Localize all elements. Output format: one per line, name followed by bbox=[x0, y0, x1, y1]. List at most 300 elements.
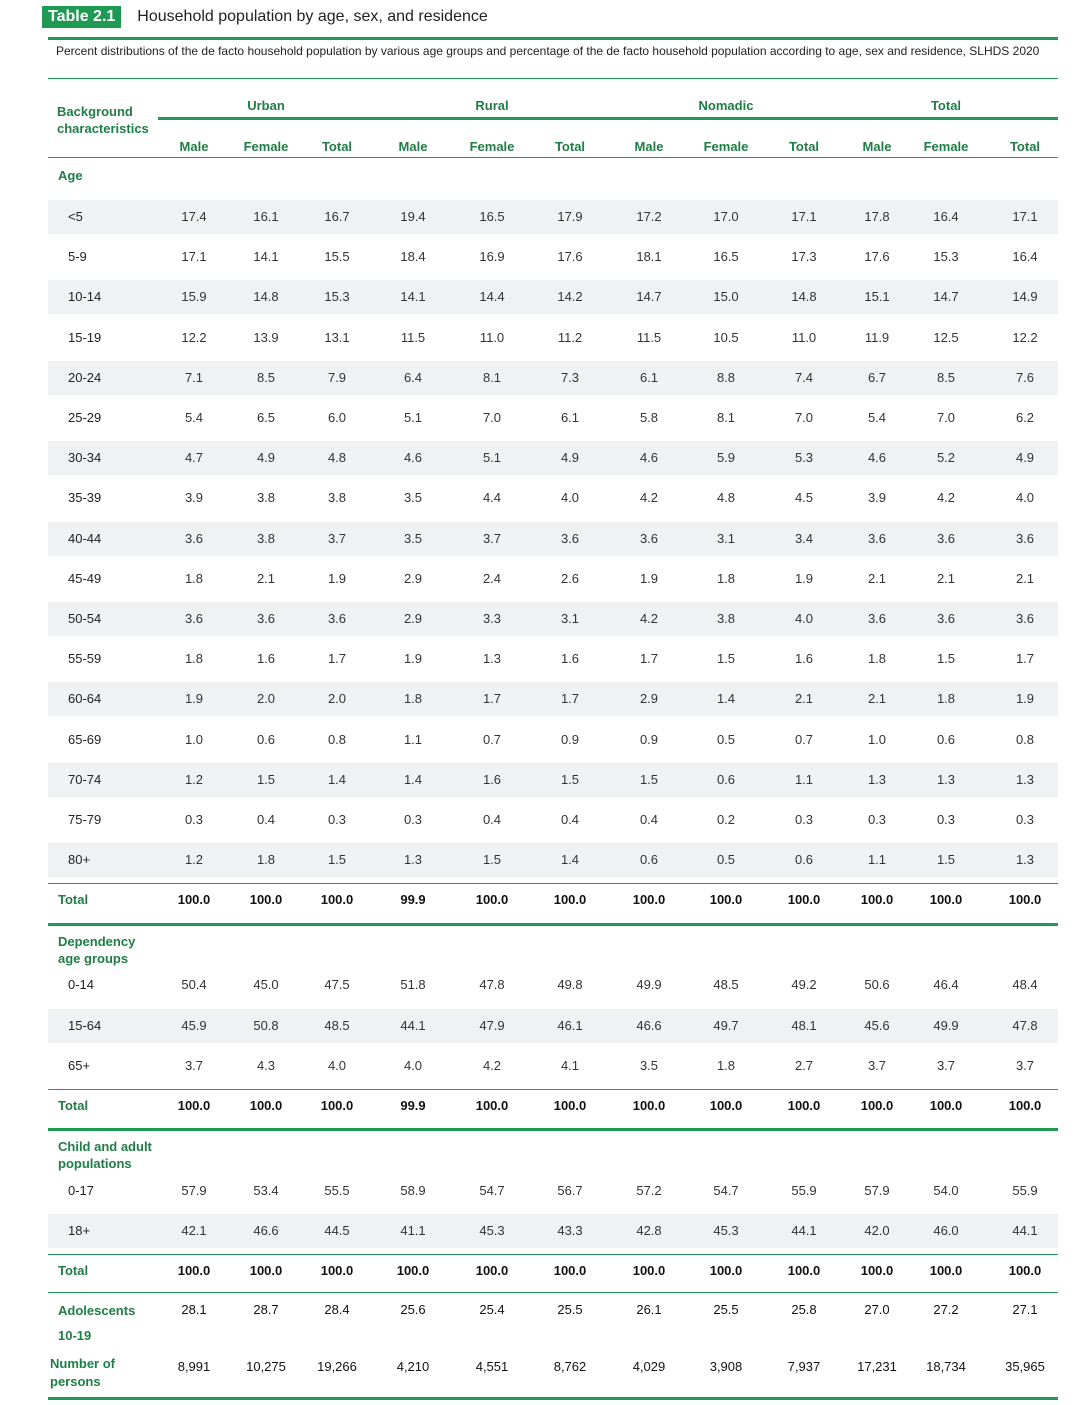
row-label: 0-17 bbox=[68, 1183, 95, 1198]
table-cell: 1.4 bbox=[560, 852, 580, 868]
table-cell: 100.0 bbox=[929, 1098, 963, 1113]
table-cell: 2.9 bbox=[639, 691, 659, 707]
table-cell: 3.8 bbox=[327, 490, 347, 506]
table-cell: 4.0 bbox=[794, 611, 814, 626]
table-cell: 3.6 bbox=[184, 611, 204, 626]
row-label: Total bbox=[58, 1263, 89, 1278]
table-cell: 100.0 bbox=[860, 1263, 894, 1278]
table-cell: 4.0 bbox=[327, 1058, 347, 1073]
dependency-section-title bbox=[58, 933, 135, 967]
column-header-total: Total bbox=[1009, 139, 1041, 154]
row-label: 60-64 bbox=[68, 691, 102, 707]
caption-rule bbox=[48, 78, 1058, 79]
table-cell: 25.4 bbox=[479, 1302, 505, 1317]
row-label-line-2: 10-19 bbox=[58, 1328, 92, 1343]
table-cell: 56.7 bbox=[557, 1183, 583, 1198]
table-cell: 58.9 bbox=[400, 1183, 426, 1198]
table-row bbox=[48, 240, 1058, 274]
table-cell: 7.4 bbox=[794, 369, 814, 385]
table-cell: 17.6 bbox=[557, 249, 583, 265]
table-cell: 49.9 bbox=[933, 1017, 959, 1033]
table-cell: 0.3 bbox=[403, 812, 423, 827]
table-row bbox=[48, 280, 1058, 314]
table-cell: 100.0 bbox=[709, 892, 743, 907]
table-cell: 17.1 bbox=[1012, 209, 1038, 224]
table-cell: 4.3 bbox=[256, 1058, 276, 1073]
table-cell: 14.1 bbox=[253, 249, 279, 265]
table-cell: 100.0 bbox=[929, 892, 963, 907]
table-cell: 0.9 bbox=[639, 731, 659, 747]
table-cell: 3.6 bbox=[327, 611, 347, 626]
table-cell: 0.3 bbox=[1015, 812, 1035, 827]
table-cell: 1.3 bbox=[403, 852, 423, 868]
table-cell: 5.4 bbox=[867, 410, 887, 425]
dependency-total-row bbox=[48, 1089, 1058, 1123]
table-row bbox=[48, 200, 1058, 234]
table-row bbox=[48, 602, 1058, 636]
table-cell: 0.8 bbox=[1015, 731, 1035, 747]
table-cell: 4.6 bbox=[403, 450, 423, 466]
table-cell: 1.4 bbox=[403, 771, 423, 787]
table-cell: 14.8 bbox=[791, 289, 817, 305]
table-cell: 6.4 bbox=[403, 369, 423, 385]
table-cell: 1.1 bbox=[794, 771, 814, 787]
row-label: 20-24 bbox=[68, 369, 102, 385]
table-cell: 8.1 bbox=[716, 410, 736, 425]
total-bottom-rule bbox=[48, 1292, 1058, 1293]
table-cell: 28.7 bbox=[253, 1302, 279, 1317]
group-header-rural: Rural bbox=[475, 98, 509, 113]
table-cell: 57.2 bbox=[636, 1183, 662, 1198]
table-cell: 4.2 bbox=[482, 1058, 502, 1073]
table-cell: 4.0 bbox=[403, 1058, 423, 1073]
table-cell: 100.0 bbox=[1008, 1263, 1042, 1278]
table-cell: 100.0 bbox=[177, 1098, 211, 1113]
table-cell: 1.9 bbox=[327, 570, 347, 586]
table-cell: 1.7 bbox=[1015, 651, 1035, 667]
table-row bbox=[48, 401, 1058, 435]
table-cell: 2.4 bbox=[482, 570, 502, 586]
table-row bbox=[48, 968, 1058, 1002]
table-cell: 100.0 bbox=[249, 892, 283, 907]
table-cell: 17.2 bbox=[636, 209, 662, 224]
table-cell: 14.1 bbox=[400, 289, 426, 305]
table-cell: 1.5 bbox=[639, 771, 659, 787]
adolescents-row bbox=[48, 1298, 1058, 1348]
table-cell: 6.1 bbox=[639, 369, 659, 385]
header-bottom-rule bbox=[48, 157, 1058, 158]
table-cell: 11.5 bbox=[636, 329, 662, 345]
table-cell: 17.1 bbox=[791, 209, 817, 224]
table-cell: 57.9 bbox=[181, 1183, 207, 1198]
table-cell: 13.1 bbox=[324, 329, 350, 345]
table-cell: 18,734 bbox=[926, 1359, 966, 1374]
table-cell: 53.4 bbox=[253, 1183, 279, 1198]
table-cell: 44.1 bbox=[400, 1017, 426, 1033]
table-cell: 0.6 bbox=[716, 771, 736, 787]
row-label: 40-44 bbox=[68, 530, 102, 546]
table-title-row bbox=[42, 6, 488, 28]
table-cell: 1.9 bbox=[403, 651, 423, 667]
table-cell: 6.1 bbox=[560, 410, 580, 425]
row-label: 15-64 bbox=[68, 1017, 102, 1033]
background-label-line-2: characteristics bbox=[57, 121, 149, 136]
table-cell: 3.8 bbox=[256, 530, 276, 546]
table-cell: 100.0 bbox=[553, 1263, 587, 1278]
table-row bbox=[48, 441, 1058, 475]
table-cell: 3.6 bbox=[639, 530, 659, 546]
table-cell: 15.9 bbox=[181, 289, 207, 305]
table-cell: 8,762 bbox=[553, 1359, 587, 1374]
table-cell: 50.4 bbox=[181, 977, 207, 992]
table-cell: 1.9 bbox=[639, 570, 659, 586]
table-cell: 100.0 bbox=[475, 1263, 509, 1278]
column-header-female: Female bbox=[243, 139, 289, 154]
table-cell: 2.1 bbox=[936, 570, 956, 586]
table-cell: 4.9 bbox=[256, 450, 276, 466]
table-cell: 100.0 bbox=[320, 1098, 354, 1113]
table-cell: 16.1 bbox=[253, 209, 279, 224]
table-row bbox=[48, 1009, 1058, 1043]
table-row bbox=[48, 763, 1058, 797]
table-cell: 1.5 bbox=[936, 651, 956, 667]
table-cell: 5.8 bbox=[639, 410, 659, 425]
row-label: 15-19 bbox=[68, 329, 102, 345]
column-header-total: Total bbox=[788, 139, 820, 154]
table-cell: 2.1 bbox=[256, 570, 276, 586]
table-cell: 100.0 bbox=[787, 892, 821, 907]
row-label: 75-79 bbox=[68, 812, 102, 827]
table-cell: 49.2 bbox=[791, 977, 817, 992]
table-cell: 3.5 bbox=[403, 490, 423, 506]
row-label: 50-54 bbox=[68, 611, 102, 626]
table-cell: 50.6 bbox=[864, 977, 890, 992]
group-header-total: Total bbox=[930, 98, 962, 113]
table-cell: 3.8 bbox=[716, 611, 736, 626]
table-cell: 47.8 bbox=[1012, 1017, 1038, 1033]
table-cell: 16.4 bbox=[933, 209, 959, 224]
table-cell: 0.3 bbox=[327, 812, 347, 827]
table-cell: 5.2 bbox=[936, 450, 956, 466]
table-cell: 3.6 bbox=[560, 530, 580, 546]
table-title: Household population by age, sex, and residence bbox=[137, 8, 488, 25]
table-cell: 45.6 bbox=[864, 1017, 890, 1033]
table-cell: 47.9 bbox=[479, 1017, 505, 1033]
table-cell: 99.9 bbox=[400, 1098, 426, 1113]
table-cell: 11.5 bbox=[400, 329, 426, 345]
table-cell: 0.4 bbox=[482, 812, 502, 827]
table-row bbox=[48, 321, 1058, 355]
table-cell: 3,908 bbox=[709, 1359, 743, 1374]
table-cell: 1.5 bbox=[482, 852, 502, 868]
table-cell: 100.0 bbox=[632, 1263, 666, 1278]
table-cell: 18.1 bbox=[636, 249, 662, 265]
table-cell: 3.6 bbox=[936, 611, 956, 626]
row-label: 18+ bbox=[68, 1223, 91, 1238]
table-cell: 0.3 bbox=[794, 812, 814, 827]
table-row bbox=[48, 682, 1058, 716]
table-cell: 42.1 bbox=[181, 1223, 207, 1238]
table-cell: 7,937 bbox=[787, 1359, 821, 1374]
table-cell: 1.3 bbox=[867, 771, 887, 787]
column-header-female: Female bbox=[923, 139, 969, 154]
table-cell: 4,551 bbox=[475, 1359, 509, 1374]
table-cell: 14.8 bbox=[253, 289, 279, 305]
table-cell: 41.1 bbox=[400, 1223, 426, 1238]
table-cell: 14.2 bbox=[557, 289, 583, 305]
table-cell: 18.4 bbox=[400, 249, 426, 265]
table-cell: 47.8 bbox=[479, 977, 505, 992]
table-cell: 0.6 bbox=[256, 731, 276, 747]
table-cell: 1.5 bbox=[716, 651, 736, 667]
table-cell: 44.5 bbox=[324, 1223, 350, 1238]
table-cell: 46.6 bbox=[636, 1017, 662, 1033]
table-cell: 47.5 bbox=[324, 977, 350, 992]
table-cell: 17.6 bbox=[864, 249, 890, 265]
table-cell: 4.0 bbox=[1015, 490, 1035, 506]
table-cell: 25.5 bbox=[713, 1302, 739, 1317]
table-cell: 17.8 bbox=[864, 209, 890, 224]
table-cell: 44.1 bbox=[1012, 1223, 1038, 1238]
table-cell: 55.5 bbox=[324, 1183, 350, 1198]
column-header-female: Female bbox=[469, 139, 515, 154]
table-cell: 1.8 bbox=[403, 691, 423, 707]
table-cell: 46.1 bbox=[557, 1017, 583, 1033]
child-adult-title-line-2: populations bbox=[58, 1156, 132, 1171]
table-cell: 44.1 bbox=[791, 1223, 817, 1238]
table-cell: 35,965 bbox=[1005, 1359, 1045, 1374]
table-cell: 1.7 bbox=[327, 651, 347, 667]
table-cell: 4.8 bbox=[716, 490, 736, 506]
table-cell: 12.5 bbox=[933, 329, 959, 345]
table-cell: 55.9 bbox=[791, 1183, 817, 1198]
row-label-line-2: persons bbox=[50, 1374, 101, 1389]
table-cell: 11.2 bbox=[557, 329, 583, 345]
row-label-line-1: Number of bbox=[50, 1356, 115, 1371]
table-cell: 7.0 bbox=[794, 410, 814, 425]
table-cell: 1.7 bbox=[639, 651, 659, 667]
table-row bbox=[48, 522, 1058, 556]
table-cell: 100.0 bbox=[396, 1263, 430, 1278]
table-cell: 100.0 bbox=[787, 1098, 821, 1113]
table-cell: 1.1 bbox=[867, 852, 887, 868]
table-cell: 16.7 bbox=[324, 209, 350, 224]
table-cell: 1.9 bbox=[794, 570, 814, 586]
table-cell: 100.0 bbox=[249, 1098, 283, 1113]
table-cell: 16.9 bbox=[479, 249, 505, 265]
column-header-male: Male bbox=[179, 139, 209, 154]
table-cell: 49.9 bbox=[636, 977, 662, 992]
table-cell: 14.7 bbox=[933, 289, 959, 305]
table-cell: 100.0 bbox=[553, 1098, 587, 1113]
table-cell: 17.9 bbox=[557, 209, 583, 224]
column-header-male: Male bbox=[862, 139, 892, 154]
child-adult-title-line-1: Child and adult bbox=[58, 1139, 152, 1154]
table-cell: 1.6 bbox=[794, 651, 814, 667]
table-cell: 19,266 bbox=[317, 1359, 357, 1374]
table-cell: 0.6 bbox=[639, 852, 659, 868]
table-cell: 0.3 bbox=[184, 812, 204, 827]
section-rule bbox=[48, 1128, 1058, 1131]
table-cell: 5.4 bbox=[184, 410, 204, 425]
group-header-rule bbox=[158, 117, 1058, 120]
table-cell: 7.0 bbox=[936, 410, 956, 425]
table-cell: 100.0 bbox=[632, 892, 666, 907]
table-cell: 46.6 bbox=[253, 1223, 279, 1238]
table-cell: 11.0 bbox=[479, 329, 505, 345]
table-cell: 1.6 bbox=[482, 771, 502, 787]
table-cell: 5.9 bbox=[716, 450, 736, 466]
table-cell: 3.7 bbox=[1015, 1058, 1035, 1073]
table-cell: 48.1 bbox=[791, 1017, 817, 1033]
table-cell: 4.9 bbox=[1015, 450, 1035, 466]
table-cell: 1.5 bbox=[256, 771, 276, 787]
top-rule bbox=[48, 37, 1058, 40]
table-row bbox=[48, 1049, 1058, 1083]
table-cell: 100.0 bbox=[787, 1263, 821, 1278]
table-cell: 15.3 bbox=[324, 289, 350, 305]
column-header-male: Male bbox=[398, 139, 428, 154]
table-cell: 46.0 bbox=[933, 1223, 959, 1238]
table-cell: 49.8 bbox=[557, 977, 583, 992]
table-cell: 2.0 bbox=[256, 691, 276, 707]
table-cell: 4.5 bbox=[794, 490, 814, 506]
table-cell: 1.2 bbox=[184, 771, 204, 787]
table-cell: 3.7 bbox=[327, 530, 347, 546]
background-label-line-1: Background bbox=[57, 104, 133, 119]
table-cell: 99.9 bbox=[400, 892, 426, 907]
table-cell: 28.1 bbox=[181, 1302, 207, 1317]
table-cell: 1.8 bbox=[184, 651, 204, 667]
table-cell: 25.8 bbox=[791, 1302, 817, 1317]
row-label: 70-74 bbox=[68, 771, 102, 787]
table-cell: 26.1 bbox=[636, 1302, 662, 1317]
table-cell: 3.7 bbox=[184, 1058, 204, 1073]
table-cell: 27.2 bbox=[933, 1302, 959, 1317]
table-row bbox=[48, 843, 1058, 877]
table-cell: 2.0 bbox=[327, 691, 347, 707]
table-cell: 17.0 bbox=[713, 209, 739, 224]
table-cell: 7.9 bbox=[327, 369, 347, 385]
table-cell: 3.1 bbox=[716, 530, 736, 546]
table-cell: 2.1 bbox=[794, 691, 814, 707]
table-cell: 5.1 bbox=[482, 450, 502, 466]
table-cell: 4.9 bbox=[560, 450, 580, 466]
row-label: 30-34 bbox=[68, 450, 102, 466]
age-total-row bbox=[48, 883, 1058, 917]
table-cell: 42.8 bbox=[636, 1223, 662, 1238]
table-cell: 46.4 bbox=[933, 977, 959, 992]
table-cell: 6.7 bbox=[867, 369, 887, 385]
table-row bbox=[48, 803, 1058, 837]
table-cell: 3.9 bbox=[867, 490, 887, 506]
table-cell: 8.5 bbox=[936, 369, 956, 385]
table-cell: 5.1 bbox=[403, 410, 423, 425]
table-cell: 3.5 bbox=[403, 530, 423, 546]
row-label bbox=[58, 1298, 135, 1348]
row-label: 5-9 bbox=[68, 249, 87, 265]
table-cell: 8,991 bbox=[177, 1359, 211, 1374]
table-cell: 12.2 bbox=[181, 329, 207, 345]
table-cell: 1.4 bbox=[327, 771, 347, 787]
row-label: 10-14 bbox=[68, 289, 102, 305]
table-cell: 1.6 bbox=[256, 651, 276, 667]
table-cell: 0.4 bbox=[256, 812, 276, 827]
column-header-male: Male bbox=[634, 139, 664, 154]
table-cell: 3.3 bbox=[482, 611, 502, 626]
table-cell: 27.1 bbox=[1012, 1302, 1038, 1317]
table-cell: 54.0 bbox=[933, 1183, 959, 1198]
table-cell: 15.5 bbox=[324, 249, 350, 265]
table-cell: 1.2 bbox=[184, 852, 204, 868]
table-cell: 42.0 bbox=[864, 1223, 890, 1238]
table-cell: 7.1 bbox=[184, 369, 204, 385]
table-cell: 15.3 bbox=[933, 249, 959, 265]
table-cell: 48.5 bbox=[713, 977, 739, 992]
table-cell: 4,029 bbox=[632, 1359, 666, 1374]
table-cell: 54.7 bbox=[479, 1183, 505, 1198]
table-cell: 55.9 bbox=[1012, 1183, 1038, 1198]
table-cell: 3.6 bbox=[184, 530, 204, 546]
table-cell: 3.9 bbox=[184, 490, 204, 506]
table-cell: 19.4 bbox=[400, 209, 426, 224]
table-cell: 100.0 bbox=[249, 1263, 283, 1278]
table-cell: 6.2 bbox=[1015, 410, 1035, 425]
table-cell: 0.8 bbox=[327, 731, 347, 747]
table-cell: 3.8 bbox=[256, 490, 276, 506]
table-cell: 1.7 bbox=[482, 691, 502, 707]
table-cell: 27.0 bbox=[864, 1302, 890, 1317]
column-header-total: Total bbox=[321, 139, 353, 154]
table-cell: 7.3 bbox=[560, 369, 580, 385]
table-cell: 3.6 bbox=[1015, 530, 1035, 546]
table-cell: 2.9 bbox=[403, 611, 423, 626]
table-cell: 14.9 bbox=[1012, 289, 1038, 305]
table-cell: 57.9 bbox=[864, 1183, 890, 1198]
table-cell: 1.0 bbox=[867, 731, 887, 747]
column-header-female: Female bbox=[703, 139, 749, 154]
table-cell: 0.4 bbox=[560, 812, 580, 827]
dependency-title-line-2: age groups bbox=[58, 951, 129, 966]
table-cell: 0.7 bbox=[794, 731, 814, 747]
table-cell: 100.0 bbox=[1008, 1098, 1042, 1113]
table-cell: 2.9 bbox=[403, 570, 423, 586]
table-cell: 54.7 bbox=[713, 1183, 739, 1198]
table-caption: Percent distributions of the de facto household population by various age groups and percentage of the de facto household population according to age, sex and residence, SLHDS 2020 bbox=[56, 44, 1040, 58]
table-cell: 10,275 bbox=[246, 1359, 286, 1374]
table-cell: 1.7 bbox=[560, 691, 580, 707]
bottom-rule bbox=[48, 1397, 1058, 1400]
table-cell: 100.0 bbox=[632, 1098, 666, 1113]
table-cell: 100.0 bbox=[177, 1263, 211, 1278]
table-cell: 1.3 bbox=[1015, 852, 1035, 868]
table-cell: 1.9 bbox=[184, 691, 204, 707]
table-cell: 1.6 bbox=[560, 651, 580, 667]
group-header-nomadic: Nomadic bbox=[698, 98, 754, 113]
table-cell: 4.0 bbox=[560, 490, 580, 506]
table-number-badge: Table 2.1 bbox=[42, 6, 121, 28]
row-label: Total bbox=[58, 1098, 89, 1113]
row-label: 35-39 bbox=[68, 490, 102, 506]
table-cell: 5.3 bbox=[794, 450, 814, 466]
table-cell: 1.8 bbox=[256, 852, 276, 868]
row-label: 0-14 bbox=[68, 977, 95, 992]
table-cell: 8.8 bbox=[716, 369, 736, 385]
table-cell: 45.0 bbox=[253, 977, 279, 992]
table-cell: 0.3 bbox=[867, 812, 887, 827]
table-cell: 25.6 bbox=[400, 1302, 426, 1317]
table-cell: 100.0 bbox=[1008, 892, 1042, 907]
